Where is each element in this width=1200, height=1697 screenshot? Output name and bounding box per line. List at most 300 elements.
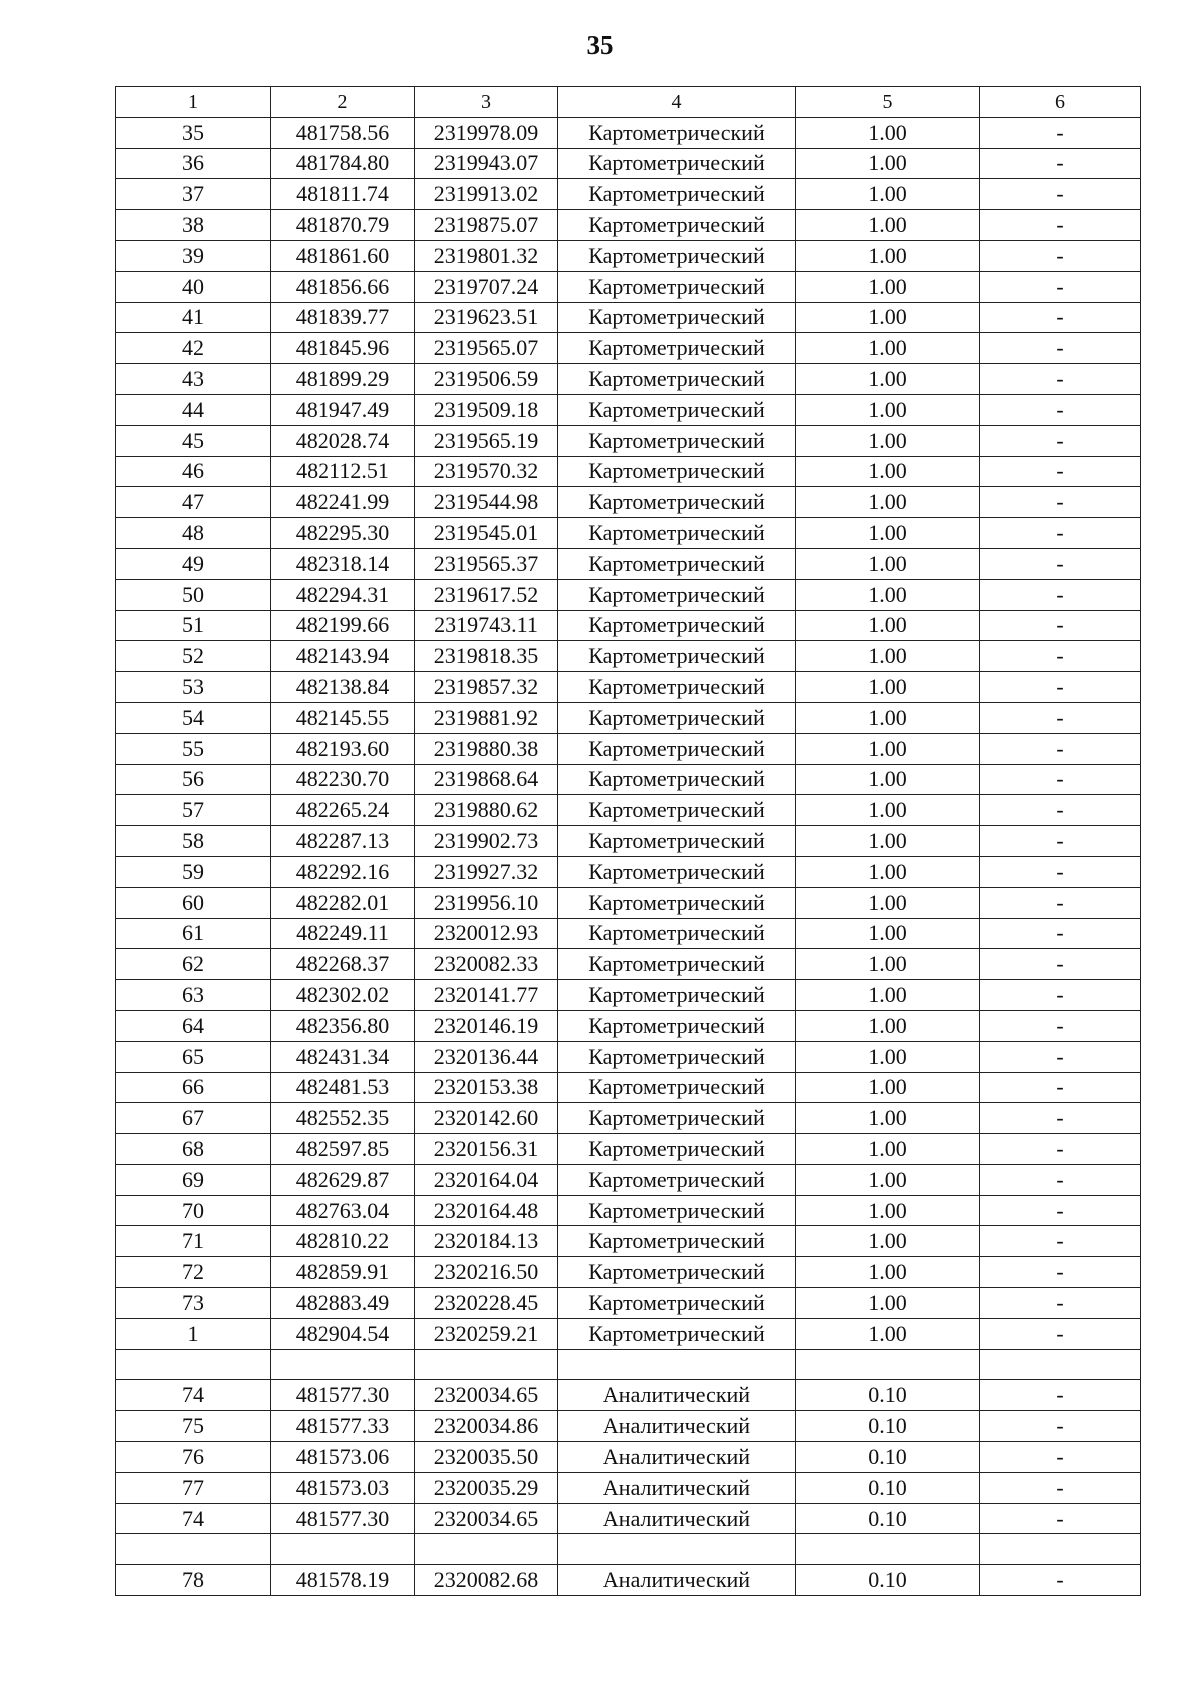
description-cell: -	[980, 1565, 1141, 1596]
method-cell: Картометрический	[558, 579, 796, 610]
table-row	[116, 1288, 1141, 1319]
method-cell: Картометрический	[558, 1072, 796, 1103]
accuracy-cell: 1.00	[796, 148, 980, 179]
y-coordinate-cell: 2319506.59	[415, 364, 558, 395]
y-coordinate-cell: 2320142.60	[415, 1103, 558, 1134]
y-coordinate-cell: 2320259.21	[415, 1318, 558, 1349]
table-row	[116, 1010, 1141, 1041]
method-cell: Аналитический	[558, 1472, 796, 1503]
method-cell: Картометрический	[558, 826, 796, 857]
x-coordinate-cell: 481947.49	[271, 394, 415, 425]
method-cell: Картометрический	[558, 949, 796, 980]
point-number-cell: 54	[116, 702, 271, 733]
description-cell: -	[980, 302, 1141, 333]
y-coordinate-cell: 2320034.65	[415, 1380, 558, 1411]
x-coordinate-cell: 482597.85	[271, 1134, 415, 1165]
point-number-cell: 46	[116, 456, 271, 487]
y-coordinate-cell: 2319801.32	[415, 240, 558, 271]
x-coordinate-cell: 482241.99	[271, 487, 415, 518]
description-cell: -	[980, 1134, 1141, 1165]
x-coordinate-cell: 481811.74	[271, 179, 415, 210]
x-coordinate-cell: 481577.33	[271, 1411, 415, 1442]
y-coordinate-cell: 2319623.51	[415, 302, 558, 333]
method-cell: Картометрический	[558, 148, 796, 179]
point-number-cell: 36	[116, 148, 271, 179]
x-coordinate-cell: 481577.30	[271, 1503, 415, 1534]
point-number-cell: 51	[116, 610, 271, 641]
point-number-cell: 66	[116, 1072, 271, 1103]
x-coordinate-cell: 482028.74	[271, 425, 415, 456]
table-row	[116, 1164, 1141, 1195]
x-coordinate-cell: 482287.13	[271, 826, 415, 857]
header-cell: 5	[796, 87, 980, 118]
accuracy-cell: 0.10	[796, 1565, 980, 1596]
point-number-cell: 63	[116, 980, 271, 1011]
method-cell: Картометрический	[558, 333, 796, 364]
x-coordinate-cell: 482810.22	[271, 1226, 415, 1257]
accuracy-cell: 1.00	[796, 949, 980, 980]
point-number-cell: 38	[116, 210, 271, 241]
description-cell: -	[980, 271, 1141, 302]
header-cell: 1	[116, 87, 271, 118]
table-row	[116, 425, 1141, 456]
accuracy-cell: 1.00	[796, 980, 980, 1011]
point-number-cell: 69	[116, 1164, 271, 1195]
accuracy-cell: 1.00	[796, 1318, 980, 1349]
y-coordinate-cell: 2319875.07	[415, 210, 558, 241]
point-number-cell: 49	[116, 548, 271, 579]
y-coordinate-cell: 2320216.50	[415, 1257, 558, 1288]
point-number-cell: 44	[116, 394, 271, 425]
method-cell: Картометрический	[558, 117, 796, 148]
description-cell: -	[980, 764, 1141, 795]
accuracy-cell: 1.00	[796, 1103, 980, 1134]
x-coordinate-cell: 482112.51	[271, 456, 415, 487]
table-header-row	[116, 87, 1141, 118]
accuracy-cell: 0.10	[796, 1442, 980, 1473]
x-coordinate-cell: 482292.16	[271, 856, 415, 887]
x-coordinate-cell: 482883.49	[271, 1288, 415, 1319]
y-coordinate-cell: 2320156.31	[415, 1134, 558, 1165]
y-coordinate-cell: 2319927.32	[415, 856, 558, 887]
description-cell: -	[980, 610, 1141, 641]
page-number: 35	[586, 30, 614, 60]
description-cell: -	[980, 240, 1141, 271]
x-coordinate-cell: 482143.94	[271, 641, 415, 672]
accuracy-cell: 1.00	[796, 179, 980, 210]
accuracy-cell: 1.00	[796, 733, 980, 764]
description-cell	[980, 1349, 1141, 1380]
coordinates-table	[115, 86, 1141, 1596]
description-cell: -	[980, 1503, 1141, 1534]
y-coordinate-cell: 2319707.24	[415, 271, 558, 302]
point-number-cell: 62	[116, 949, 271, 980]
method-cell: Картометрический	[558, 795, 796, 826]
x-coordinate-cell: 482268.37	[271, 949, 415, 980]
point-number-cell: 50	[116, 579, 271, 610]
point-number-cell: 41	[116, 302, 271, 333]
method-cell: Картометрический	[558, 1041, 796, 1072]
x-coordinate-cell: 482249.11	[271, 918, 415, 949]
accuracy-cell: 1.00	[796, 856, 980, 887]
accuracy-cell: 1.00	[796, 1134, 980, 1165]
y-coordinate-cell: 2320164.48	[415, 1195, 558, 1226]
table-row	[116, 1472, 1141, 1503]
x-coordinate-cell	[271, 1534, 415, 1565]
description-cell: -	[980, 179, 1141, 210]
x-coordinate-cell: 481845.96	[271, 333, 415, 364]
accuracy-cell: 1.00	[796, 579, 980, 610]
description-cell: -	[980, 548, 1141, 579]
accuracy-cell: 1.00	[796, 1164, 980, 1195]
description-cell: -	[980, 1257, 1141, 1288]
y-coordinate-cell: 2320141.77	[415, 980, 558, 1011]
description-cell: -	[980, 1103, 1141, 1134]
method-cell: Аналитический	[558, 1411, 796, 1442]
y-coordinate-cell	[415, 1349, 558, 1380]
accuracy-cell: 1.00	[796, 117, 980, 148]
point-number-cell: 43	[116, 364, 271, 395]
y-coordinate-cell: 2320136.44	[415, 1041, 558, 1072]
y-coordinate-cell: 2320228.45	[415, 1288, 558, 1319]
method-cell: Аналитический	[558, 1380, 796, 1411]
y-coordinate-cell: 2320035.29	[415, 1472, 558, 1503]
accuracy-cell: 1.00	[796, 518, 980, 549]
description-cell: -	[980, 518, 1141, 549]
accuracy-cell: 0.10	[796, 1472, 980, 1503]
method-cell: Картометрический	[558, 733, 796, 764]
table-row	[116, 1411, 1141, 1442]
x-coordinate-cell: 481784.80	[271, 148, 415, 179]
method-cell: Картометрический	[558, 1257, 796, 1288]
point-number-cell: 56	[116, 764, 271, 795]
method-cell: Картометрический	[558, 918, 796, 949]
method-cell: Картометрический	[558, 210, 796, 241]
point-number-cell: 73	[116, 1288, 271, 1319]
table-row	[116, 1318, 1141, 1349]
header-cell: 2	[271, 87, 415, 118]
y-coordinate-cell: 2320012.93	[415, 918, 558, 949]
accuracy-cell: 1.00	[796, 764, 980, 795]
point-number-cell: 74	[116, 1503, 271, 1534]
accuracy-cell: 0.10	[796, 1503, 980, 1534]
x-coordinate-cell: 482431.34	[271, 1041, 415, 1072]
table-row	[116, 1041, 1141, 1072]
method-cell: Картометрический	[558, 1010, 796, 1041]
description-cell: -	[980, 148, 1141, 179]
point-number-cell: 42	[116, 333, 271, 364]
table-row	[116, 271, 1141, 302]
point-number-cell: 76	[116, 1442, 271, 1473]
accuracy-cell: 1.00	[796, 1195, 980, 1226]
table-row	[116, 1226, 1141, 1257]
description-cell: -	[980, 425, 1141, 456]
table-row	[116, 826, 1141, 857]
x-coordinate-cell: 482481.53	[271, 1072, 415, 1103]
x-coordinate-cell: 482356.80	[271, 1010, 415, 1041]
y-coordinate-cell: 2319881.92	[415, 702, 558, 733]
description-cell: -	[980, 1411, 1141, 1442]
accuracy-cell: 1.00	[796, 610, 980, 641]
description-cell: -	[980, 1072, 1141, 1103]
method-cell: Картометрический	[558, 610, 796, 641]
x-coordinate-cell: 482302.02	[271, 980, 415, 1011]
y-coordinate-cell: 2319868.64	[415, 764, 558, 795]
table-row	[116, 179, 1141, 210]
description-cell: -	[980, 1442, 1141, 1473]
description-cell: -	[980, 887, 1141, 918]
y-coordinate-cell: 2320034.86	[415, 1411, 558, 1442]
description-cell: -	[980, 980, 1141, 1011]
y-coordinate-cell: 2319880.38	[415, 733, 558, 764]
accuracy-cell: 1.00	[796, 702, 980, 733]
point-number-cell: 48	[116, 518, 271, 549]
y-coordinate-cell: 2319818.35	[415, 641, 558, 672]
accuracy-cell: 1.00	[796, 364, 980, 395]
accuracy-cell: 1.00	[796, 271, 980, 302]
table-row	[116, 672, 1141, 703]
x-coordinate-cell: 482295.30	[271, 518, 415, 549]
y-coordinate-cell: 2319743.11	[415, 610, 558, 641]
description-cell: -	[980, 364, 1141, 395]
x-coordinate-cell: 482318.14	[271, 548, 415, 579]
x-coordinate-cell: 482145.55	[271, 702, 415, 733]
table-row	[116, 1380, 1141, 1411]
y-coordinate-cell: 2319902.73	[415, 826, 558, 857]
accuracy-cell: 1.00	[796, 487, 980, 518]
point-number-cell: 71	[116, 1226, 271, 1257]
table-row	[116, 702, 1141, 733]
accuracy-cell: 0.10	[796, 1411, 980, 1442]
table-row	[116, 918, 1141, 949]
y-coordinate-cell: 2319565.19	[415, 425, 558, 456]
x-coordinate-cell: 481573.03	[271, 1472, 415, 1503]
table-row	[116, 456, 1141, 487]
table-row	[116, 610, 1141, 641]
description-cell: -	[980, 579, 1141, 610]
accuracy-cell: 1.00	[796, 456, 980, 487]
table-row	[116, 764, 1141, 795]
description-cell: -	[980, 487, 1141, 518]
table-row	[116, 856, 1141, 887]
table-row	[116, 1349, 1141, 1380]
point-number-cell: 57	[116, 795, 271, 826]
table-row	[116, 1257, 1141, 1288]
description-cell: -	[980, 672, 1141, 703]
point-number-cell: 60	[116, 887, 271, 918]
table-row	[116, 949, 1141, 980]
x-coordinate-cell: 481839.77	[271, 302, 415, 333]
point-number-cell: 65	[116, 1041, 271, 1072]
method-cell: Картометрический	[558, 302, 796, 333]
accuracy-cell: 1.00	[796, 1288, 980, 1319]
x-coordinate-cell: 482552.35	[271, 1103, 415, 1134]
x-coordinate-cell: 481861.60	[271, 240, 415, 271]
table-row	[116, 733, 1141, 764]
accuracy-cell: 1.00	[796, 672, 980, 703]
accuracy-cell: 1.00	[796, 1226, 980, 1257]
accuracy-cell: 1.00	[796, 394, 980, 425]
method-cell: Аналитический	[558, 1565, 796, 1596]
accuracy-cell: 1.00	[796, 240, 980, 271]
description-cell: -	[980, 856, 1141, 887]
description-cell: -	[980, 1380, 1141, 1411]
x-coordinate-cell: 481573.06	[271, 1442, 415, 1473]
method-cell: Картометрический	[558, 1226, 796, 1257]
table-row	[116, 148, 1141, 179]
method-cell: Картометрический	[558, 887, 796, 918]
table-row	[116, 1072, 1141, 1103]
y-coordinate-cell: 2319545.01	[415, 518, 558, 549]
description-cell: -	[980, 949, 1141, 980]
method-cell: Картометрический	[558, 425, 796, 456]
table-row	[116, 1442, 1141, 1473]
table-row	[116, 1565, 1141, 1596]
x-coordinate-cell: 482859.91	[271, 1257, 415, 1288]
description-cell: -	[980, 117, 1141, 148]
table-row	[116, 394, 1141, 425]
accuracy-cell: 1.00	[796, 918, 980, 949]
table-row	[116, 641, 1141, 672]
x-coordinate-cell: 481577.30	[271, 1380, 415, 1411]
table-row	[116, 887, 1141, 918]
method-cell: Картометрический	[558, 1195, 796, 1226]
point-number-cell: 64	[116, 1010, 271, 1041]
x-coordinate-cell: 482230.70	[271, 764, 415, 795]
method-cell	[558, 1349, 796, 1380]
y-coordinate-cell: 2319880.62	[415, 795, 558, 826]
x-coordinate-cell: 481856.66	[271, 271, 415, 302]
y-coordinate-cell: 2319509.18	[415, 394, 558, 425]
point-number-cell: 53	[116, 672, 271, 703]
x-coordinate-cell: 481578.19	[271, 1565, 415, 1596]
description-cell: -	[980, 702, 1141, 733]
method-cell: Картометрический	[558, 980, 796, 1011]
y-coordinate-cell: 2319565.37	[415, 548, 558, 579]
point-number-cell: 70	[116, 1195, 271, 1226]
table-row	[116, 1534, 1141, 1565]
point-number-cell: 77	[116, 1472, 271, 1503]
y-coordinate-cell: 2319956.10	[415, 887, 558, 918]
x-coordinate-cell: 482265.24	[271, 795, 415, 826]
accuracy-cell: 1.00	[796, 302, 980, 333]
point-number-cell: 47	[116, 487, 271, 518]
y-coordinate-cell: 2320082.68	[415, 1565, 558, 1596]
accuracy-cell: 1.00	[796, 1041, 980, 1072]
method-cell: Картометрический	[558, 764, 796, 795]
method-cell: Картометрический	[558, 1164, 796, 1195]
y-coordinate-cell: 2320184.13	[415, 1226, 558, 1257]
accuracy-cell	[796, 1534, 980, 1565]
accuracy-cell: 1.00	[796, 425, 980, 456]
y-coordinate-cell: 2320146.19	[415, 1010, 558, 1041]
y-coordinate-cell: 2319570.32	[415, 456, 558, 487]
point-number-cell: 1	[116, 1318, 271, 1349]
y-coordinate-cell: 2319978.09	[415, 117, 558, 148]
y-coordinate-cell: 2320164.04	[415, 1164, 558, 1195]
description-cell: -	[980, 1010, 1141, 1041]
accuracy-cell: 0.10	[796, 1380, 980, 1411]
description-cell: -	[980, 1164, 1141, 1195]
accuracy-cell: 1.00	[796, 795, 980, 826]
y-coordinate-cell: 2320153.38	[415, 1072, 558, 1103]
table-row	[116, 1195, 1141, 1226]
description-cell: -	[980, 1195, 1141, 1226]
method-cell: Картометрический	[558, 394, 796, 425]
x-coordinate-cell: 481870.79	[271, 210, 415, 241]
description-cell: -	[980, 1472, 1141, 1503]
table-row	[116, 1103, 1141, 1134]
x-coordinate-cell: 481758.56	[271, 117, 415, 148]
x-coordinate-cell	[271, 1349, 415, 1380]
y-coordinate-cell: 2320035.50	[415, 1442, 558, 1473]
table-row	[116, 117, 1141, 148]
description-cell: -	[980, 333, 1141, 364]
table-row	[116, 364, 1141, 395]
x-coordinate-cell: 482138.84	[271, 672, 415, 703]
description-cell: -	[980, 1226, 1141, 1257]
x-coordinate-cell: 482193.60	[271, 733, 415, 764]
description-cell: -	[980, 1288, 1141, 1319]
point-number-cell: 35	[116, 117, 271, 148]
description-cell: -	[980, 795, 1141, 826]
method-cell: Картометрический	[558, 672, 796, 703]
point-number-cell: 75	[116, 1411, 271, 1442]
method-cell: Картометрический	[558, 456, 796, 487]
point-number-cell: 37	[116, 179, 271, 210]
table-row	[116, 548, 1141, 579]
y-coordinate-cell: 2319943.07	[415, 148, 558, 179]
point-number-cell: 68	[116, 1134, 271, 1165]
table-row	[116, 240, 1141, 271]
method-cell: Картометрический	[558, 702, 796, 733]
point-number-cell: 61	[116, 918, 271, 949]
table-row	[116, 1134, 1141, 1165]
point-number-cell: 74	[116, 1380, 271, 1411]
method-cell: Картометрический	[558, 179, 796, 210]
accuracy-cell: 1.00	[796, 548, 980, 579]
method-cell: Аналитический	[558, 1503, 796, 1534]
accuracy-cell: 1.00	[796, 887, 980, 918]
y-coordinate-cell: 2319913.02	[415, 179, 558, 210]
description-cell: -	[980, 1318, 1141, 1349]
description-cell: -	[980, 394, 1141, 425]
table-row	[116, 795, 1141, 826]
x-coordinate-cell: 482904.54	[271, 1318, 415, 1349]
method-cell: Картометрический	[558, 1318, 796, 1349]
x-coordinate-cell: 482294.31	[271, 579, 415, 610]
y-coordinate-cell: 2320034.65	[415, 1503, 558, 1534]
point-number-cell: 78	[116, 1565, 271, 1596]
table-row	[116, 1503, 1141, 1534]
header-cell: 3	[415, 87, 558, 118]
method-cell	[558, 1534, 796, 1565]
table-row	[116, 302, 1141, 333]
table-body	[116, 87, 1141, 1596]
point-number-cell: 72	[116, 1257, 271, 1288]
method-cell: Картометрический	[558, 487, 796, 518]
x-coordinate-cell: 482282.01	[271, 887, 415, 918]
x-coordinate-cell: 482199.66	[271, 610, 415, 641]
description-cell: -	[980, 456, 1141, 487]
method-cell: Аналитический	[558, 1442, 796, 1473]
description-cell: -	[980, 1041, 1141, 1072]
accuracy-cell: 1.00	[796, 641, 980, 672]
method-cell: Картометрический	[558, 548, 796, 579]
accuracy-cell: 1.00	[796, 1257, 980, 1288]
method-cell: Картометрический	[558, 271, 796, 302]
x-coordinate-cell: 482763.04	[271, 1195, 415, 1226]
